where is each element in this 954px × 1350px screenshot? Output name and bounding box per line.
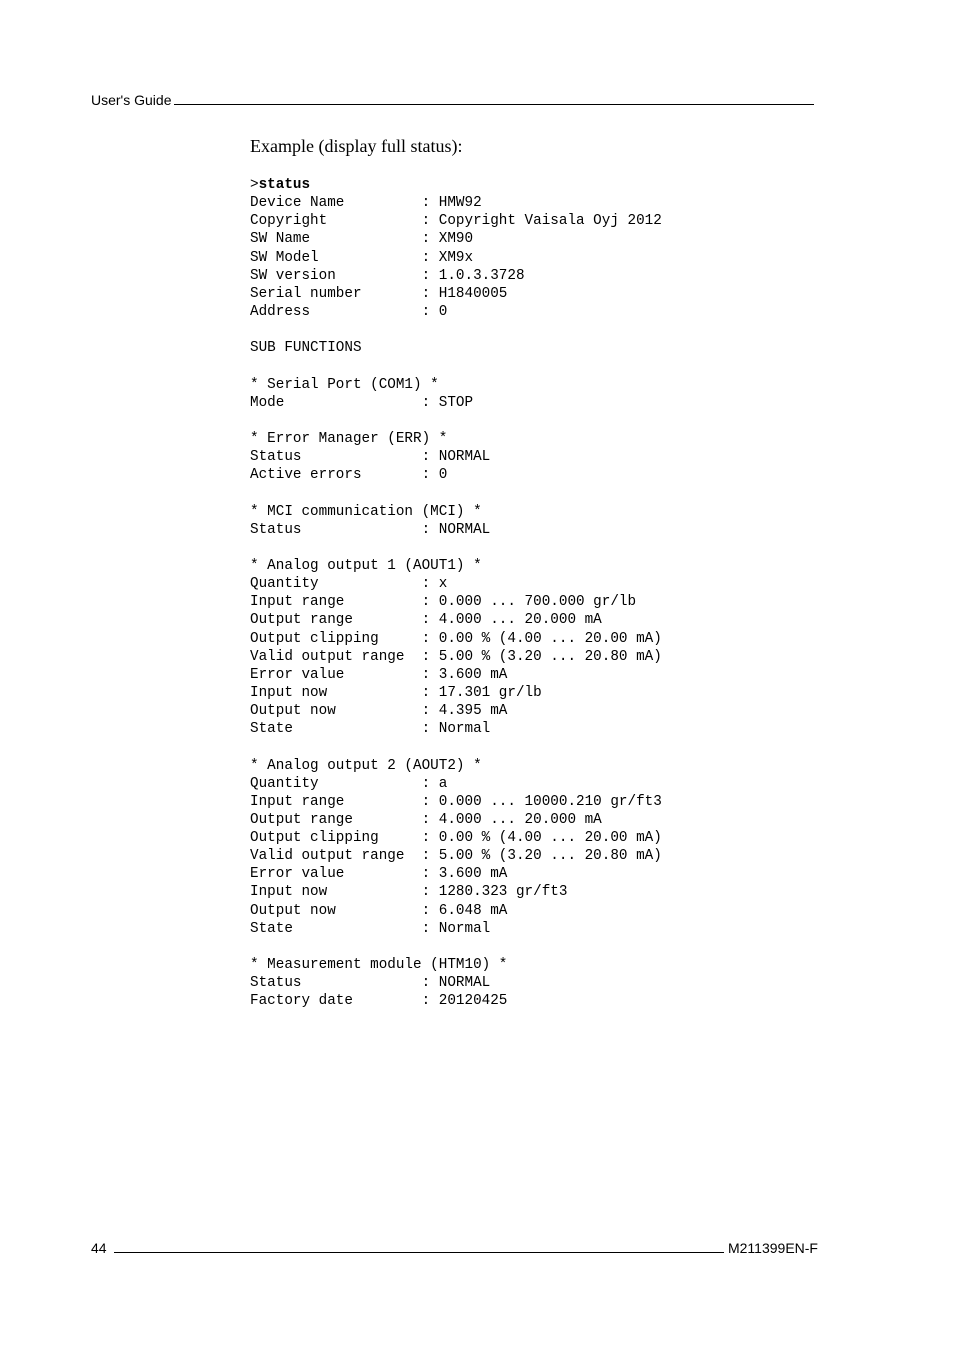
terminal-line: Output range : 4.000 ... 20.000 mA bbox=[250, 811, 602, 828]
terminal-line bbox=[250, 738, 662, 756]
terminal-line: Status : NORMAL bbox=[250, 449, 491, 466]
terminal-line: Status : NORMAL bbox=[250, 521, 491, 538]
terminal-line: Quantity : x bbox=[250, 576, 448, 593]
command-text: status bbox=[258, 177, 311, 193]
terminal-line bbox=[250, 938, 662, 956]
terminal-line: Status : NORMAL bbox=[250, 975, 491, 992]
terminal-line: State : Normal bbox=[250, 721, 491, 738]
terminal-line: Output clipping : 0.00 % (4.00 ... 20.00 mA) bbox=[250, 630, 662, 647]
terminal-line: State : Normal bbox=[250, 920, 491, 937]
terminal-line: Output now : 4.395 mA bbox=[250, 703, 508, 720]
terminal-line: * Analog output 1 (AOUT1) * bbox=[250, 557, 482, 574]
header-title: User's Guide bbox=[91, 92, 172, 108]
terminal-line: * Measurement module (HTM10) * bbox=[250, 957, 508, 974]
terminal-line: Quantity : a bbox=[250, 775, 448, 792]
page-header bbox=[91, 90, 814, 108]
terminal-line: Input now : 17.301 gr/lb bbox=[250, 684, 542, 701]
document-code: M211399EN-F bbox=[727, 1240, 818, 1256]
terminal-line: * Error Manager (ERR) * bbox=[250, 430, 448, 447]
page-number: 44 bbox=[91, 1240, 107, 1256]
terminal-line: SW Name : XM90 bbox=[250, 231, 474, 248]
terminal-line: * MCI communication (MCI) * bbox=[250, 503, 482, 520]
terminal-line: Serial number : H1840005 bbox=[250, 285, 508, 302]
page-footer bbox=[91, 1238, 818, 1256]
terminal-line: Output now : 6.048 mA bbox=[250, 902, 508, 919]
terminal-line: Error value : 3.600 mA bbox=[250, 666, 508, 683]
terminal-line bbox=[250, 539, 662, 557]
terminal-line: SW version : 1.0.3.3728 bbox=[250, 267, 525, 284]
terminal-line: Output clipping : 0.00 % (4.00 ... 20.00 mA) bbox=[250, 830, 662, 847]
terminal-line bbox=[250, 412, 662, 430]
terminal-line: Factory date : 20120425 bbox=[250, 993, 508, 1010]
terminal-line: Address : 0 bbox=[250, 303, 448, 320]
footer-rule bbox=[114, 1238, 724, 1253]
terminal-line: * Analog output 2 (AOUT2) * bbox=[250, 757, 482, 774]
terminal-line bbox=[250, 321, 662, 339]
terminal-line: Mode : STOP bbox=[250, 394, 474, 411]
terminal-line bbox=[250, 484, 662, 502]
terminal-line: Input now : 1280.323 gr/ft3 bbox=[250, 884, 568, 901]
example-intro: Example (display full status): bbox=[250, 136, 463, 156]
terminal-output bbox=[250, 176, 662, 1010]
terminal-line: Valid output range : 5.00 % (3.20 ... 20.80 mA) bbox=[250, 648, 662, 665]
terminal-line: Device Name : HMW92 bbox=[250, 195, 482, 212]
command-prompt: > bbox=[250, 177, 259, 193]
terminal-line: Copyright : Copyright Vaisala Oyj 2012 bbox=[250, 213, 662, 230]
terminal-line: SW Model : XM9x bbox=[250, 249, 474, 266]
command-line bbox=[250, 176, 662, 194]
terminal-line: Valid output range : 5.00 % (3.20 ... 20.80 mA) bbox=[250, 848, 662, 865]
terminal-line: Input range : 0.000 ... 10000.210 gr/ft3 bbox=[250, 793, 662, 810]
terminal-line: * Serial Port (COM1) * bbox=[250, 376, 439, 393]
terminal-lines bbox=[250, 194, 662, 1010]
terminal-line bbox=[250, 357, 662, 375]
terminal-line: Active errors : 0 bbox=[250, 467, 448, 484]
terminal-line: Error value : 3.600 mA bbox=[250, 866, 508, 883]
header-rule bbox=[174, 90, 814, 105]
terminal-line: Output range : 4.000 ... 20.000 mA bbox=[250, 612, 602, 629]
terminal-line: SUB FUNCTIONS bbox=[250, 340, 362, 357]
terminal-line: Input range : 0.000 ... 700.000 gr/lb bbox=[250, 594, 637, 611]
